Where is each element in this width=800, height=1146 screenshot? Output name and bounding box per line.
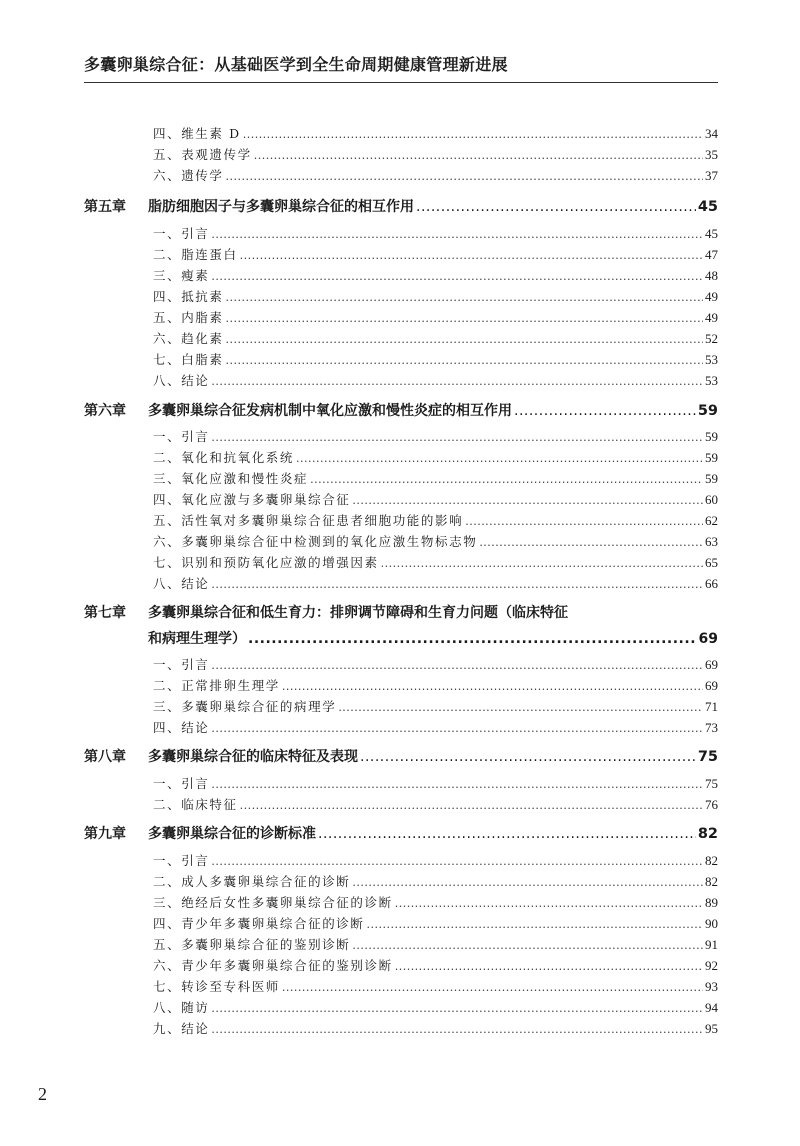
dot-leader (338, 701, 703, 714)
dot-leader (465, 515, 703, 528)
toc-entry[interactable] (153, 166, 718, 184)
dot-leader (352, 876, 703, 889)
toc-entry-title: 四、维生素 D (153, 126, 241, 141)
dot-leader (211, 375, 703, 388)
toc-entry-title: 一、引言 (153, 776, 210, 791)
toc-entry[interactable] (153, 718, 718, 736)
toc-entry-title: 三、氧化应激和慢性炎症 (153, 471, 309, 486)
toc-entry-title: 四、氧化应激与多囊卵巢综合征 (153, 492, 351, 507)
toc-entry-title: 九、结论 (153, 1021, 210, 1036)
toc-entry-title: 五、活性氧对多囊卵巢综合征患者细胞功能的影响 (153, 513, 464, 528)
toc-entry-title: 七、识别和预防氧化应激的增强因素 (153, 555, 379, 570)
toc-entry[interactable] (153, 287, 718, 305)
toc-chapter-7-cont[interactable] (148, 628, 718, 648)
dot-leader (296, 452, 703, 465)
chapter-title: 多囊卵巢综合征发病机制中氧化应激和慢性炎症的相互作用 (148, 403, 512, 419)
dot-leader (381, 557, 703, 570)
toc-entry-page: 37 (705, 168, 718, 183)
toc-entry-title: 一、引言 (153, 226, 210, 241)
toc-entry[interactable] (153, 872, 718, 890)
dot-leader (514, 403, 696, 419)
toc-entry-page: 45 (705, 226, 718, 241)
chapter-page: 82 (697, 826, 718, 842)
dot-leader (310, 473, 703, 486)
toc-entry[interactable] (153, 266, 718, 284)
toc-entry-title: 二、临床特征 (153, 797, 238, 812)
chapter-number: 第五章 (84, 199, 126, 215)
toc-entry-page: 82 (705, 874, 718, 889)
toc-entry-page: 90 (705, 916, 718, 931)
dot-leader (243, 128, 703, 141)
dot-leader (248, 631, 697, 647)
dot-leader (211, 722, 703, 735)
dot-leader (211, 228, 703, 241)
toc-entry[interactable] (153, 427, 718, 445)
chapter-title-line1: 多囊卵巢综合征和低生育力：排卵调节障碍和生育力问题（临床特征 (148, 605, 568, 621)
toc-entry-title: 六、遗传学 (153, 168, 224, 183)
dot-leader (211, 1023, 703, 1036)
dot-leader (226, 312, 703, 325)
toc-entry-page: 75 (705, 776, 718, 791)
toc-entry-page: 71 (705, 699, 718, 714)
toc-entry[interactable] (153, 350, 718, 368)
chapter-number: 第六章 (84, 403, 126, 419)
toc-entry-page: 82 (705, 853, 718, 868)
toc-entry-title: 六、趋化素 (153, 331, 224, 346)
chapter-title: 多囊卵巢综合征的诊断标准 (148, 826, 316, 842)
dot-leader (282, 981, 703, 994)
toc-entry-page: 53 (705, 373, 718, 388)
chapter-title: 脂肪细胞因子与多囊卵巢综合征的相互作用 (148, 199, 414, 215)
toc-entry[interactable] (153, 224, 718, 242)
toc-entry-title: 一、引言 (153, 429, 210, 444)
toc-entry[interactable] (153, 851, 718, 869)
toc-entry-title: 四、结论 (153, 720, 210, 735)
toc-entry-page: 59 (705, 450, 718, 465)
dot-leader (254, 149, 703, 162)
toc-entry-page: 92 (705, 958, 718, 973)
toc-entry-title: 二、氧化和抗氧化系统 (153, 450, 295, 465)
toc-entry-title: 六、青少年多囊卵巢综合征的鉴别诊断 (153, 958, 393, 973)
toc-entry[interactable] (153, 935, 718, 953)
toc-entry[interactable] (153, 448, 718, 466)
toc-entry[interactable] (153, 553, 718, 571)
chapter-number: 第九章 (84, 826, 126, 842)
toc-entry[interactable] (153, 795, 718, 813)
toc-entry[interactable] (153, 469, 718, 487)
toc-entry-page: 48 (705, 268, 718, 283)
chapter-title-line2: 和病理生理学） (148, 631, 246, 647)
toc-entry[interactable] (153, 676, 718, 694)
toc-entry-title: 四、抵抗素 (153, 289, 224, 304)
toc-entry-page: 69 (705, 657, 718, 672)
toc-entry[interactable] (153, 655, 718, 673)
dot-leader (395, 897, 703, 910)
toc-entry-title: 二、成人多囊卵巢综合征的诊断 (153, 874, 351, 889)
toc-entry-title: 七、转诊至专科医师 (153, 979, 280, 994)
toc-entry[interactable] (153, 697, 718, 715)
dot-leader (318, 826, 696, 842)
toc-entry-title: 八、结论 (153, 576, 210, 591)
toc-entry-page: 47 (705, 247, 718, 262)
chapter-number: 第八章 (84, 749, 126, 765)
dot-leader (367, 918, 703, 931)
toc-entry[interactable] (153, 145, 718, 163)
dot-leader (211, 431, 703, 444)
toc-entry-page: 93 (705, 979, 718, 994)
toc-entry[interactable] (153, 914, 718, 932)
toc-entry-page: 73 (705, 720, 718, 735)
dot-leader (352, 939, 703, 952)
dot-leader (416, 199, 696, 215)
toc-entry[interactable] (153, 511, 718, 529)
toc-entry-page: 76 (705, 797, 718, 812)
toc-entry-page: 49 (705, 289, 718, 304)
running-header: 多囊卵巢综合征：从基础医学到全生命周期健康管理新进展 (84, 55, 508, 74)
toc-entry-page: 59 (705, 429, 718, 444)
toc-entry[interactable] (153, 893, 718, 911)
toc-entry-title: 七、白脂素 (153, 352, 224, 367)
dot-leader (395, 960, 703, 973)
toc-entry-title: 二、脂连蛋白 (153, 247, 238, 262)
dot-leader (211, 270, 703, 283)
toc-chapter-8[interactable] (84, 746, 718, 766)
dot-leader (352, 494, 703, 507)
dot-leader (479, 536, 703, 549)
toc-entry[interactable] (153, 574, 718, 592)
toc-entry-title: 三、绝经后女性多囊卵巢综合征的诊断 (153, 895, 393, 910)
toc-entry[interactable] (153, 774, 718, 792)
dot-leader (240, 249, 703, 262)
chapter-number: 第七章 (84, 605, 126, 621)
dot-leader (360, 749, 696, 765)
toc-entry-page: 60 (705, 492, 718, 507)
toc-entry-title: 六、多囊卵巢综合征中检测到的氧化应激生物标志物 (153, 534, 478, 549)
toc-entry-page: 63 (705, 534, 718, 549)
toc-entry-title: 三、瘦素 (153, 268, 210, 283)
toc-entry[interactable] (153, 532, 718, 550)
chapter-page: 45 (697, 199, 718, 215)
toc-entry-page: 59 (705, 471, 718, 486)
toc-entry-page: 62 (705, 513, 718, 528)
toc-entry-title: 八、随访 (153, 1000, 210, 1015)
dot-leader (226, 291, 703, 304)
page-number: 2 (38, 1084, 47, 1104)
header-rule (84, 82, 718, 83)
chapter-page: 75 (697, 749, 718, 765)
dot-leader (211, 855, 703, 868)
toc-chapter-6[interactable] (84, 400, 718, 420)
toc-entry-title: 四、青少年多囊卵巢综合征的诊断 (153, 916, 365, 931)
toc-entry-page: 69 (705, 678, 718, 693)
toc-chapter-7[interactable] (84, 602, 718, 622)
toc-entry[interactable] (153, 998, 718, 1016)
toc-entry[interactable] (153, 124, 718, 142)
toc-entry-page: 91 (705, 937, 718, 952)
dot-leader (240, 799, 703, 812)
toc-entry[interactable] (153, 329, 718, 347)
dot-leader (226, 170, 703, 183)
toc-entry-page: 49 (705, 310, 718, 325)
toc-entry[interactable] (153, 1019, 718, 1037)
chapter-page: 59 (697, 403, 718, 419)
chapter-page: 69 (698, 631, 718, 647)
dot-leader (211, 578, 703, 591)
toc-entry-page: 66 (705, 576, 718, 591)
dot-leader (211, 778, 703, 791)
toc-entry[interactable] (153, 956, 718, 974)
toc-chapter-5[interactable] (84, 196, 718, 216)
dot-leader (226, 333, 703, 346)
dot-leader (282, 680, 703, 693)
toc-entry-page: 35 (705, 147, 718, 162)
dot-leader (211, 1002, 703, 1015)
toc-chapter-9[interactable] (84, 823, 718, 843)
toc-entry-page: 94 (705, 1000, 718, 1015)
toc-entry-page: 95 (705, 1021, 718, 1036)
toc-entry-page: 65 (705, 555, 718, 570)
toc-entry-title: 五、多囊卵巢综合征的鉴别诊断 (153, 937, 351, 952)
toc-entry[interactable] (153, 490, 718, 508)
toc-entry-title: 三、多囊卵巢综合征的病理学 (153, 699, 337, 714)
toc-entry-title: 一、引言 (153, 657, 210, 672)
toc-entry-title: 二、正常排卵生理学 (153, 678, 280, 693)
toc-entry-page: 53 (705, 352, 718, 367)
toc-entry-title: 五、表观遗传学 (153, 147, 252, 162)
toc-entry-page: 34 (705, 126, 718, 141)
toc-entry[interactable] (153, 245, 718, 263)
toc-entry-title: 一、引言 (153, 853, 210, 868)
toc-entry-title: 五、内脂素 (153, 310, 224, 325)
dot-leader (226, 354, 703, 367)
toc-entry[interactable] (153, 308, 718, 326)
toc-entry-page: 89 (705, 895, 718, 910)
toc-entry-title: 八、结论 (153, 373, 210, 388)
toc-entry[interactable] (153, 977, 718, 995)
toc-entry-page: 52 (705, 331, 718, 346)
dot-leader (211, 659, 703, 672)
chapter-title: 多囊卵巢综合征的临床特征及表现 (148, 749, 358, 765)
toc-entry[interactable] (153, 371, 718, 389)
